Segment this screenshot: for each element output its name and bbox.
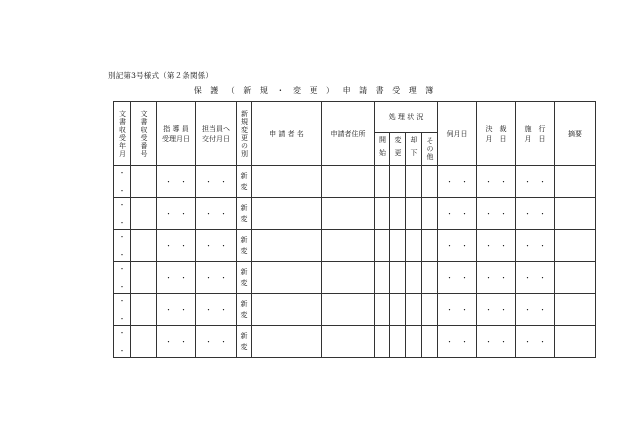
cell-status-change[interactable]	[390, 262, 406, 294]
ledger-row	[114, 166, 596, 198]
cell-doc-received[interactable]: ・ ・	[114, 262, 131, 294]
cell-status-other[interactable]	[422, 230, 438, 262]
header-consultation-date: 伺月日	[438, 102, 477, 166]
header-instructor-date: 指 導 員 受理月日	[157, 102, 196, 166]
header-applicant-address: 申請者住所	[322, 102, 375, 166]
cell-status-start[interactable]	[375, 262, 390, 294]
cell-doc-number[interactable]	[131, 198, 157, 230]
cell-applicant-address[interactable]	[322, 294, 375, 326]
header-decision-date: 決 裁 月 日	[477, 102, 516, 166]
cell-status-start[interactable]	[375, 198, 390, 230]
cell-new-change[interactable]: 新 変	[237, 326, 252, 358]
cell-new-change[interactable]: 新 変	[237, 198, 252, 230]
cell-new-change[interactable]: 新 変	[237, 166, 252, 198]
cell-officer-date[interactable]: ・・	[196, 262, 237, 294]
cell-status-start[interactable]	[375, 326, 390, 358]
cell-status-other[interactable]	[422, 262, 438, 294]
cell-applicant-name[interactable]	[252, 166, 322, 198]
cell-decision-date[interactable]: ・・	[477, 198, 516, 230]
cell-status-change[interactable]	[390, 326, 406, 358]
cell-enforcement-date[interactable]: ・・	[516, 262, 555, 294]
cell-new-change[interactable]: 新 変	[237, 294, 252, 326]
cell-officer-date[interactable]: ・・	[196, 294, 237, 326]
header-new-change: 新規変更の別	[237, 102, 252, 166]
cell-consultation-date[interactable]: ・・	[438, 166, 477, 198]
cell-applicant-address[interactable]	[322, 166, 375, 198]
cell-status-reject[interactable]	[406, 166, 422, 198]
cell-doc-number[interactable]	[131, 326, 157, 358]
cell-decision-date[interactable]: ・・	[477, 326, 516, 358]
ledger-row	[114, 198, 596, 230]
cell-applicant-name[interactable]	[252, 326, 322, 358]
cell-status-reject[interactable]	[406, 326, 422, 358]
cell-status-reject[interactable]	[406, 262, 422, 294]
cell-instructor-date[interactable]: ・・	[157, 294, 196, 326]
cell-doc-received[interactable]: ・ ・	[114, 294, 131, 326]
cell-status-other[interactable]	[422, 198, 438, 230]
cell-applicant-address[interactable]	[322, 198, 375, 230]
cell-doc-number[interactable]	[131, 230, 157, 262]
cell-status-change[interactable]	[390, 166, 406, 198]
cell-decision-date[interactable]: ・・	[477, 262, 516, 294]
form-note: 別記第3号様式（第２条関係）	[108, 71, 214, 80]
header-status-reject: 却下	[406, 133, 422, 166]
header-enforcement-date: 施 行 月 日	[516, 102, 555, 166]
cell-instructor-date[interactable]: ・・	[157, 198, 196, 230]
cell-enforcement-date[interactable]: ・・	[516, 294, 555, 326]
ledger-table	[113, 101, 596, 358]
cell-remarks[interactable]	[555, 262, 596, 294]
page-title: 保 護 （ 新 規 ・ 変 更 ） 申 請 書 受 理 簿	[193, 86, 437, 95]
cell-applicant-name[interactable]	[252, 294, 322, 326]
cell-applicant-name[interactable]	[252, 198, 322, 230]
cell-doc-number[interactable]	[131, 262, 157, 294]
cell-status-start[interactable]	[375, 166, 390, 198]
header-doc-received: 文書収受年月	[114, 102, 131, 166]
cell-applicant-address[interactable]	[322, 262, 375, 294]
cell-instructor-date[interactable]: ・・	[157, 326, 196, 358]
cell-decision-date[interactable]: ・・	[477, 166, 516, 198]
cell-status-change[interactable]	[390, 230, 406, 262]
cell-decision-date[interactable]: ・・	[477, 294, 516, 326]
header-processing-status: 処 理 状 況	[375, 102, 438, 133]
cell-new-change[interactable]: 新 変	[237, 230, 252, 262]
ledger-row	[114, 262, 596, 294]
cell-officer-date[interactable]: ・・	[196, 326, 237, 358]
cell-remarks[interactable]	[555, 166, 596, 198]
cell-doc-number[interactable]	[131, 294, 157, 326]
cell-remarks[interactable]	[555, 230, 596, 262]
cell-decision-date[interactable]: ・・	[477, 230, 516, 262]
cell-doc-received[interactable]: ・ ・	[114, 326, 131, 358]
cell-status-reject[interactable]	[406, 198, 422, 230]
cell-instructor-date[interactable]: ・・	[157, 262, 196, 294]
cell-remarks[interactable]	[555, 294, 596, 326]
cell-applicant-address[interactable]	[322, 230, 375, 262]
header-doc-number: 文書収受番号	[131, 102, 157, 166]
header-applicant-name: 申 請 者 名	[252, 102, 322, 166]
cell-consultation-date[interactable]: ・・	[438, 294, 477, 326]
cell-status-other[interactable]	[422, 166, 438, 198]
ledger-row	[114, 294, 596, 326]
cell-officer-date[interactable]: ・・	[196, 166, 237, 198]
cell-officer-date[interactable]: ・・	[196, 230, 237, 262]
cell-doc-received[interactable]: ・ ・	[114, 166, 131, 198]
cell-doc-received[interactable]: ・ ・	[114, 198, 131, 230]
cell-consultation-date[interactable]: ・・	[438, 326, 477, 358]
header-status-other: その他	[422, 133, 438, 166]
header-remarks: 摘要	[555, 102, 596, 166]
cell-consultation-date[interactable]: ・・	[438, 262, 477, 294]
cell-officer-date[interactable]: ・・	[196, 198, 237, 230]
header-status-change: 変更	[390, 133, 406, 166]
ledger-row	[114, 326, 596, 358]
cell-status-reject[interactable]	[406, 230, 422, 262]
header-status-start: 開始	[375, 133, 390, 166]
cell-consultation-date[interactable]: ・・	[438, 198, 477, 230]
cell-remarks[interactable]	[555, 198, 596, 230]
header-officer-date: 担当員へ 交付月日	[196, 102, 237, 166]
cell-status-start[interactable]	[375, 294, 390, 326]
cell-doc-received[interactable]: ・ ・	[114, 230, 131, 262]
cell-status-other[interactable]	[422, 294, 438, 326]
cell-applicant-name[interactable]	[252, 262, 322, 294]
cell-instructor-date[interactable]: ・・	[157, 166, 196, 198]
cell-doc-number[interactable]	[131, 166, 157, 198]
cell-consultation-date[interactable]: ・・	[438, 230, 477, 262]
cell-enforcement-date[interactable]: ・・	[516, 326, 555, 358]
cell-remarks[interactable]	[555, 326, 596, 358]
cell-status-change[interactable]	[390, 198, 406, 230]
ledger-row	[114, 230, 596, 262]
cell-status-reject[interactable]	[406, 294, 422, 326]
cell-status-other[interactable]	[422, 326, 438, 358]
cell-instructor-date[interactable]: ・・	[157, 230, 196, 262]
cell-status-change[interactable]	[390, 294, 406, 326]
cell-enforcement-date[interactable]: ・・	[516, 198, 555, 230]
cell-new-change[interactable]: 新 変	[237, 262, 252, 294]
cell-applicant-address[interactable]	[322, 326, 375, 358]
cell-enforcement-date[interactable]: ・・	[516, 166, 555, 198]
cell-enforcement-date[interactable]: ・・	[516, 230, 555, 262]
cell-applicant-name[interactable]	[252, 230, 322, 262]
cell-status-start[interactable]	[375, 230, 390, 262]
